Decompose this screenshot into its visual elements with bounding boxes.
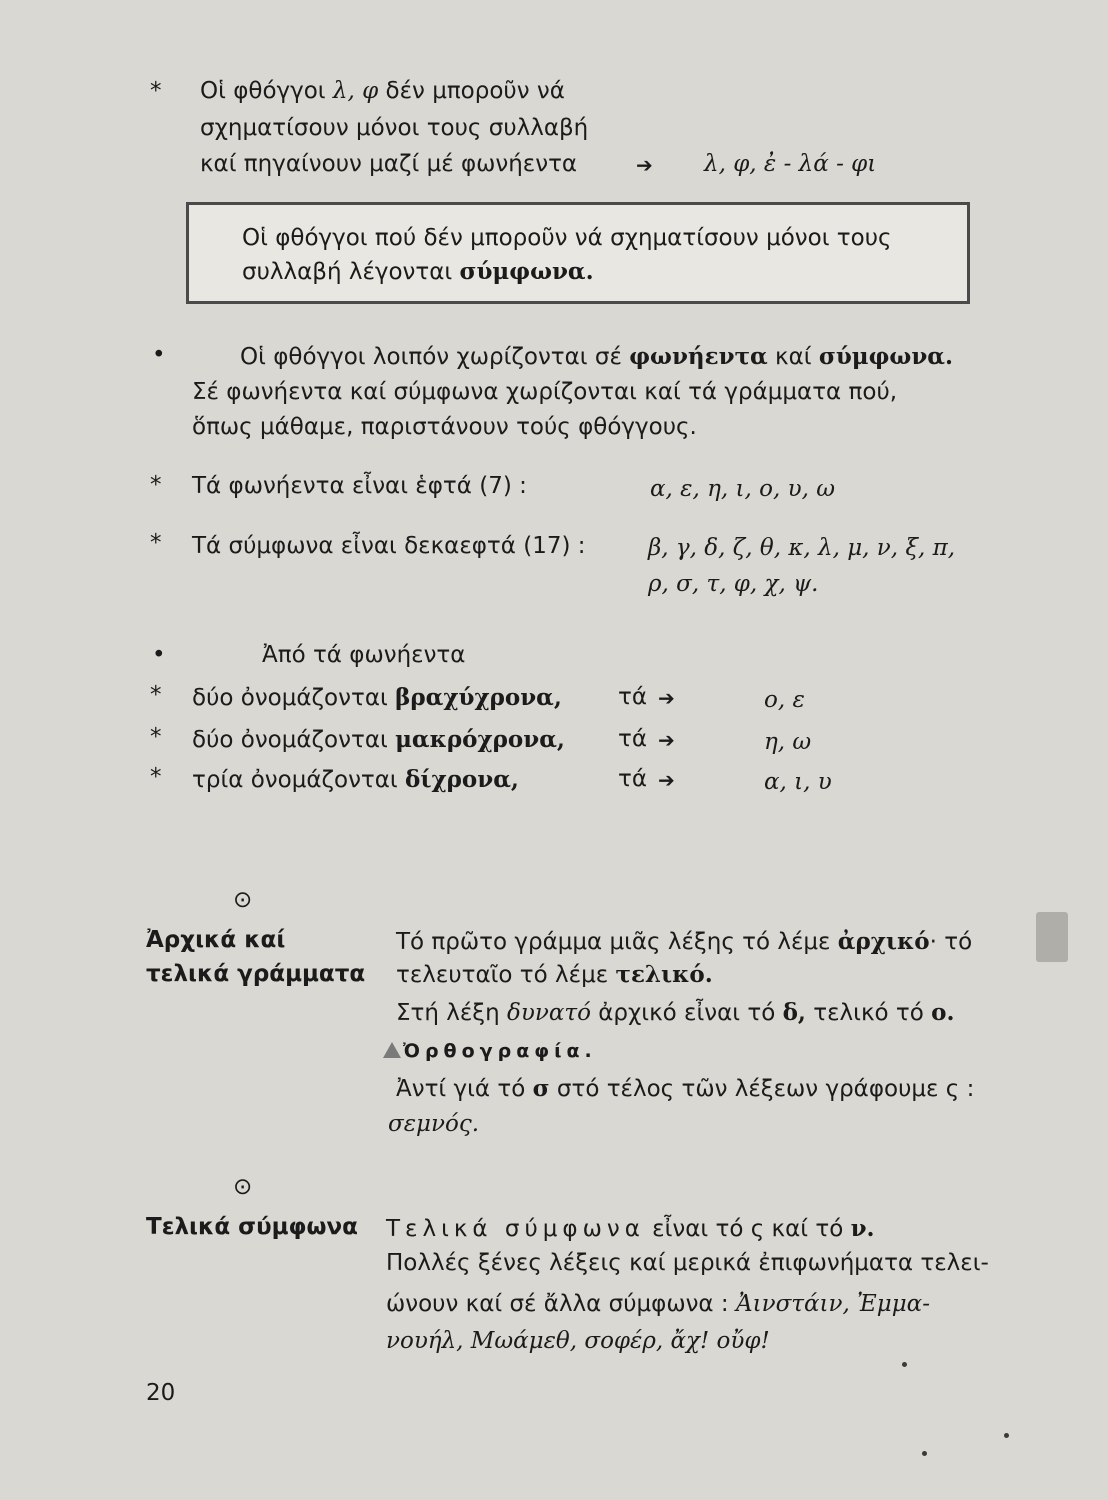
s2-line1: Οἱ φθόγγοι λοιπόν χωρίζονται σέ φωνήεντα καί σύμφωνα.: [240, 343, 954, 370]
final-heading: Τελικά σύμφωνα: [146, 1214, 358, 1240]
orthography-heading: Ὀρθογραφία.: [383, 1040, 597, 1062]
arrow-icon: ➔: [658, 686, 675, 710]
initial-line3: Στή λέξη δυνατό ἀρχικό εἶναι τό δ, τελικό τό ο.: [396, 999, 955, 1026]
circle-dot-icon: ⊙: [233, 887, 253, 913]
s1-line1: Οἱ φθόγγοι λ, φ δέν μποροῦν νά: [200, 78, 565, 104]
final-line3: ώνουν καί σέ ἄλλα σύμφωνα : Ἀινστάιν, Ἐμμα-: [386, 1291, 930, 1317]
initial-line5: σεμνός.: [388, 1111, 480, 1137]
vowelgroup-row-dual: τρία ὀνομάζονται δίχρονα,: [192, 766, 519, 793]
circle-dot-icon: ⊙: [233, 1174, 253, 1200]
s1-line3: καί πηγαίνουν μαζί μέ φωνήεντα: [200, 151, 578, 177]
box-line2: συλλαβή λέγονται σύμφωνα.: [242, 258, 594, 285]
s2-line3: ὅπως μάθαμε, παριστάνουν τούς φθόγγους.: [192, 414, 697, 440]
ta-word: τά: [618, 726, 648, 752]
star-marker: *: [150, 530, 162, 556]
vowelgroups-intro: Ἀπό τά φωνήεντα: [262, 642, 466, 668]
speck: [902, 1362, 907, 1367]
bullet-marker: •: [152, 342, 166, 368]
vowelgroup-row-short: δύο ὀνομάζονται βραχύχρονα,: [192, 684, 562, 711]
initial-line1: Τό πρῶτο γράμμα μιᾶς λέξης τό λέμε ἀρχικό· τό: [396, 928, 973, 955]
star-marker: *: [150, 78, 162, 104]
consonants-list2: ρ, σ, τ, φ, χ, ψ.: [648, 571, 819, 597]
ta-word: τά: [618, 684, 648, 710]
vowelgroup-row-long: δύο ὀνομάζονται μακρόχρονα,: [192, 726, 565, 753]
consonants-label: Τά σύμφωνα εἶναι δεκαεφτά (17) :: [192, 533, 586, 559]
triangle-icon: [383, 1042, 401, 1058]
page-edge-tab: [1036, 912, 1068, 962]
dual-vowels: α, ι, υ: [764, 769, 832, 795]
box-line1: Οἱ φθόγγοι πού δέν μποροῦν νά σχηματίσουν μόνοι τους: [242, 225, 892, 251]
final-line1: Τελικά σύμφωνα εἶναι τό ς καί τό ν.: [386, 1215, 875, 1242]
definition-box: [186, 202, 970, 304]
star-marker: *: [150, 764, 162, 790]
initial-heading-line1: Ἀρχικά καί: [146, 927, 286, 953]
vowels-label: Τά φωνήεντα εἶναι ἑφτά (7) :: [192, 473, 527, 499]
ta-word: τά: [618, 766, 648, 792]
final-line4: νουήλ, Μωάμεθ, σοφέρ, ἄχ! οὔφ!: [386, 1328, 770, 1354]
bullet-marker: •: [152, 642, 166, 668]
s1-example: λ, φ, ἐ - λά - φι: [704, 151, 877, 177]
initial-line2: τελευταῖο τό λέμε τελικό.: [396, 961, 713, 988]
short-vowels: ο, ε: [764, 687, 805, 713]
s2-line2: Σέ φωνήεντα καί σύμφωνα χωρίζονται καί τά γράμματα πού,: [192, 379, 898, 405]
long-vowels: η, ω: [764, 729, 812, 755]
arrow-icon: ➔: [658, 768, 675, 792]
s1-line2: σχηματίσουν μόνοι τους συλλαβή: [200, 115, 589, 141]
speck: [922, 1451, 927, 1456]
page-number: 20: [146, 1380, 176, 1406]
arrow-icon: ➔: [636, 153, 653, 177]
vowels-list: α, ε, η, ι, ο, υ, ω: [650, 476, 835, 502]
speck: [1004, 1433, 1009, 1438]
initial-heading-line2: τελικά γράμματα: [146, 961, 366, 987]
initial-line4: Ἀντί γιά τό σ στό τέλος τῶν λέξεων γράφουμε ς :: [396, 1075, 975, 1102]
arrow-icon: ➔: [658, 728, 675, 752]
star-marker: *: [150, 724, 162, 750]
final-line2: Πολλές ξένες λέξεις καί μερικά ἐπιφωνήματα τελει-: [386, 1250, 989, 1276]
star-marker: *: [150, 472, 162, 498]
consonants-list1: β, γ, δ, ζ, θ, κ, λ, μ, ν, ξ, π,: [648, 535, 956, 561]
star-marker: *: [150, 682, 162, 708]
